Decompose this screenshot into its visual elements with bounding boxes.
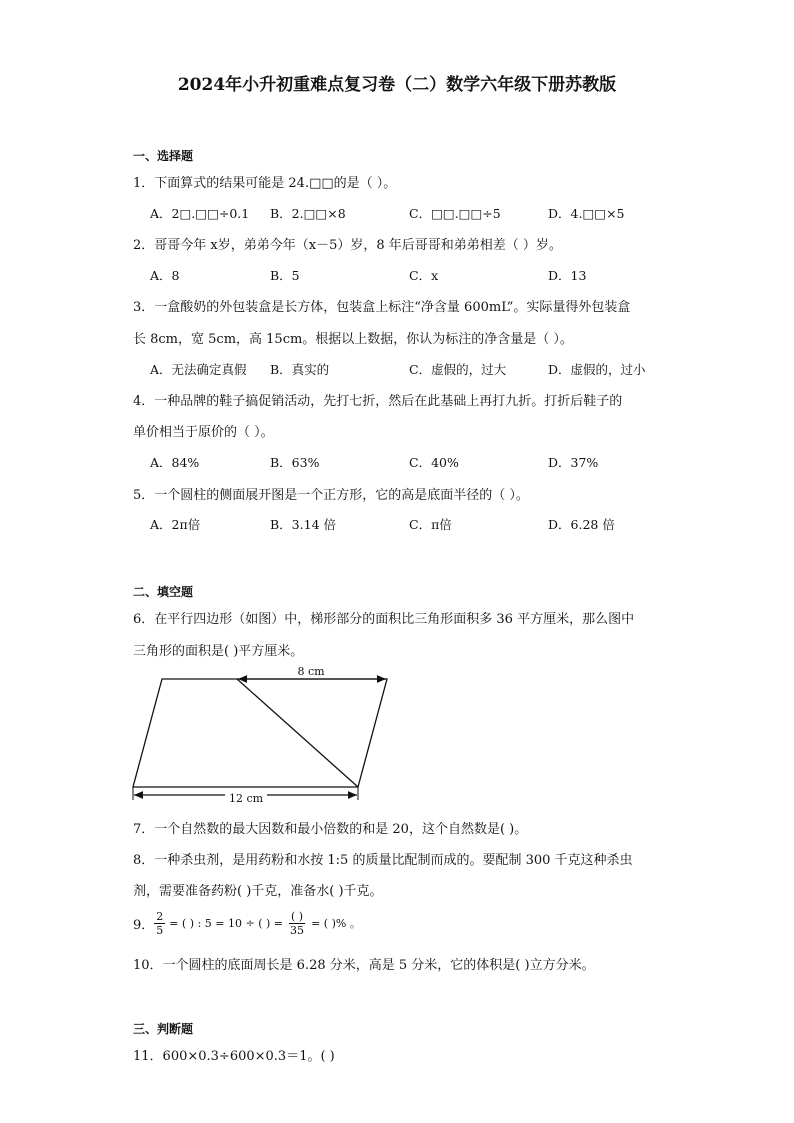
bottom-dimension-label: 12 cm [228,792,264,805]
triangle-diagonal [237,679,358,787]
q3-option-d: D．虚假的，过小 [548,362,646,377]
q9-frac-numerator: 2 [156,909,164,923]
parallelogram-figure [125,660,405,810]
q5-option-b: B．3.14 倍 [270,517,336,532]
q9-frac2-denominator: 35 [290,923,305,937]
q3-option-a: A．无法确定真假 [150,362,247,377]
q9-fraction-two-fifths [154,911,165,936]
q2-option-b: B．5 [270,268,300,283]
q4-option-d: D．37% [548,455,599,470]
question-1-stem: 1．下面算式的结果可能是 24.□□的是（ ）。 [133,176,397,191]
question-11-stem: 11．600×0.3÷600×0.3＝1。( ) [133,1049,335,1064]
q1-option-d: D．4.□□×5 [548,206,625,221]
question-8-stem-line2: 剂，需要准备药粉( )千克，准备水( )千克。 [133,884,383,899]
q9-frac-denominator: 5 [156,923,164,937]
q3-option-b: B．真实的 [270,362,330,377]
q2-option-c: C．x [409,268,439,283]
q9-frac2-numerator: ( ) [290,909,304,923]
question-7-stem: 7．一个自然数的最大因数和最小倍数的和是 20，这个自然数是( )。 [133,822,528,837]
q5-option-a: A．2π倍 [150,517,201,532]
page-title: 2024年小升初重难点复习卷（二）数学六年级下册苏教版 [177,75,617,95]
question-3-stem-line1: 3．一盒酸奶的外包装盒是长方体，包装盒上标注“净含量 600mL”。实际量得外包装盒 [133,300,631,315]
q3-option-c: C．虚假的，过大 [409,362,507,377]
q4-option-a: A．84% [150,455,200,470]
section-heading-choice: 一、选择题 [133,149,194,163]
question-9-stem [133,905,361,941]
q4-option-b: B．63% [270,455,320,470]
section-heading-fill: 二、填空题 [133,585,194,599]
parallelogram-outline [133,679,387,787]
question-2-stem: 2．哥哥今年 x岁，弟弟今年（x－5）岁，8 年后哥哥和弟弟相差（ ）岁。 [133,238,562,253]
q9-prefix: 9． [133,917,155,933]
question-5-stem: 5．一个圆柱的侧面展开图是一个正方形，它的高是底面半径的（ ）。 [133,488,529,503]
question-4-stem-line2: 单价相当于原价的（ ）。 [133,425,274,440]
q9-middle: = ( ) : 5 = 10 ÷ ( ) = [169,916,283,930]
q2-option-d: D．13 [548,268,587,283]
q5-option-c: C．π倍 [409,517,452,532]
q9-suffix: = ( )% 。 [311,917,361,930]
q9-fraction-over-35 [289,911,305,936]
section-heading-judge: 三、判断题 [133,1022,194,1036]
q1-option-a: A．2□.□□÷0.1 [150,206,250,221]
q4-option-c: C．40% [409,455,459,470]
question-6-stem-line1: 6．在平行四边形（如图）中，梯形部分的面积比三角形面积多 36 平方厘米，那么图中 [133,612,635,627]
question-10-stem: 10．一个圆柱的底面周长是 6.28 分米，高是 5 分米，它的体积是( )立方分米。 [133,958,595,973]
q1-option-c: C．□□.□□÷5 [409,206,501,221]
question-6-stem-line2: 三角形的面积是( )平方厘米。 [133,644,304,659]
top-dimension-label: 8 cm [297,665,325,678]
q1-option-b: B．2.□□×8 [270,206,346,221]
question-3-stem-line2: 长 8cm，宽 5cm，高 15cm。根据以上数据，你认为标注的净含量是（ ）。 [133,332,573,347]
q5-option-d: D．6.28 倍 [548,517,615,532]
q2-option-a: A．8 [150,268,180,283]
question-4-stem-line1: 4．一种品牌的鞋子搞促销活动，先打七折，然后在此基础上再打九折。打折后鞋子的 [133,394,623,409]
question-8-stem-line1: 8．一种杀虫剂，是用药粉和水按 1:5 的质量比配制而成的。要配制 300 千克这种杀虫 [133,853,633,868]
